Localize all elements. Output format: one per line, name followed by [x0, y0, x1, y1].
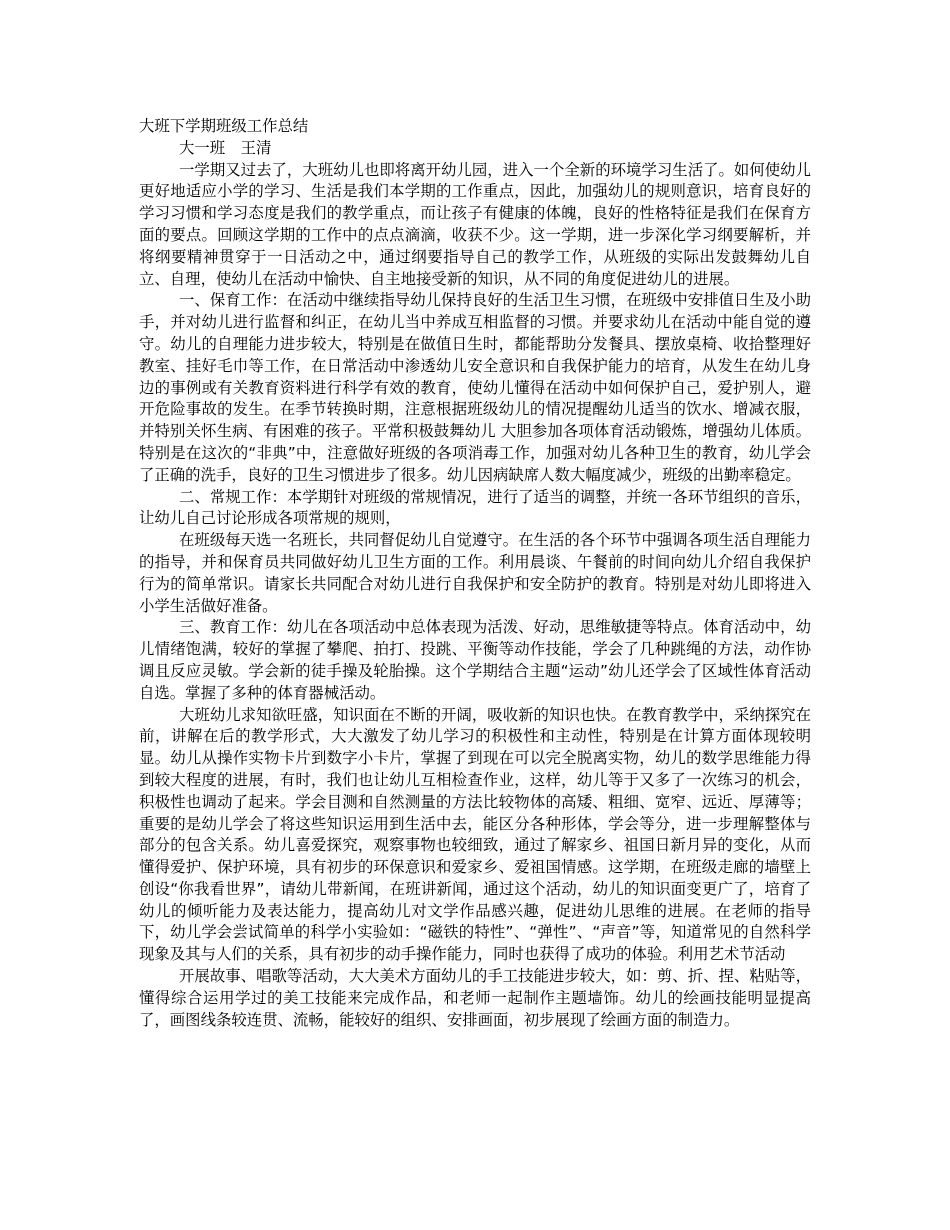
paragraph-education-work: 三、教育工作：幼儿在各项活动中总体表现为活泼、好动，思维敏捷等特点。体育活动中，幼儿情绪饱满，较好的掌握了攀爬、拍打、投跳、平衡等动作技能，学会了几种跳绳的方法，动作协调且反应灵敏。学会新的徒手操及轮胎操。这个学期结合主题“运动”幼儿还学会了区域性体育活动自选。掌握了多种的体育器械活动。 — [139, 618, 811, 702]
document-title: 大班下学期班级工作总结 — [139, 117, 309, 135]
document-page — [139, 116, 811, 1031]
paragraph-routine-work: 二、常规工作：本学期针对班级的常规情况，进行了适当的调整，并统一各环节组织的音乐，让幼儿自己讨论形成各项常规的规则， — [139, 487, 811, 528]
document-author: 大一班 王清 — [179, 138, 272, 157]
paragraph-learning-progress: 大班幼儿求知欲旺盛，知识面在不断的开阔，吸收新的知识也快。在教育教学中，采纳探究在前，讲解在后的教学形式，大大激发了幼儿学习的积极性和主动性，特别是在计算方面体现较明显。幼儿从操作实物卡片到数字小卡片，掌握了到现在可以完全脱离实物，幼儿的数学思维能力得到较大程度的进展，有时，我们也让幼儿互相检查作业，这样，幼儿等于又多了一次练习的机会，积极性也调动了起来。学会目测和自然测量的方法比较物体的高矮、粗细、宽窄、远近、厚薄等；重要的是幼儿学会了将这些知识运用到生活中去，能区分各种形体，学会等分，进一步理解整体与部分的包含关系。幼儿喜爱探究，观察事物也较细致，通过了解家乡、祖国日新月异的变化，从而懂得爱护、保护环境，具有初步的环保意识和爱家乡、爱祖国情感。这学期，在班级走廊的墙壁上创设“你我看世界”，请幼儿带新闻，在班讲新闻，通过这个活动，幼儿的知识面变更广了，培育了幼儿的倾听能力及表达能力，提高幼儿对文学作品感兴趣，促进幼儿思维的进展。在老师的指导下，幼儿学会尝试简单的科学小实验如：“磁铁的特性”、“弹性”、“声音”等，知道常见的自然科学现象及其与人们的关系，具有初步的动手操作能力，同时也获得了成功的体验。利用艺术节活动 — [139, 705, 811, 964]
paragraph-routine-work-continued: 在班级每天选一名班长，共同督促幼儿自觉遵守。在生活的各个环节中强调各项生活自理能力的指导，并和保育员共同做好幼儿卫生方面的工作。利用晨谈、午餐前的时间向幼儿介绍自我保护行为的简单常识。请家长共同配合对幼儿进行自我保护和安全防护的教育。特别是对幼儿即将进入小学生活做好准备。 — [139, 531, 811, 615]
paragraph-intro: 一学期又过去了，大班幼儿也即将离开幼儿园，进入一个全新的环境学习生活了。如何使幼儿更好地适应小学的学习、生活是我们本学期的工作重点，因此，加强幼儿的规则意识，培育良好的学习习惯和学习态度是我们的教学重点，而让孩子有健康的体魄，良好的性格特征是我们在保育方面的要点。回顾这学期的工作中的点点滴滴，收获不少。这一学期，进一步深化学习纲要解析，并将纲要精神贯穿于一日活动之中，通过纲要指导自己的教学工作，从班级的实际出发鼓舞幼儿自立、自理，使幼儿在活动中愉快、自主地接受新的知识，从不同的角度促进幼儿的进展。 — [139, 160, 811, 288]
paragraph-art-activities: 开展故事、唱歌等活动，大大美术方面幼儿的手工技能进步较大，如：剪、折、捏、粘贴等，懂得综合运用学过的美工技能来完成作品，和老师一起制作主题墙饰。幼儿的绘画技能明显提高了，画图线条较连贯、流畅，能较好的组织、安排画面，初步展现了绘画方面的制造力。 — [139, 967, 811, 1029]
paragraph-care-work: 一、保育工作：在活动中继续指导幼儿保持良好的生活卫生习惯，在班级中安排值日生及小助手，并对幼儿进行监督和纠正，在幼儿当中养成互相监督的习惯。并要求幼儿在活动中能自觉的遵守。幼儿的自理能力进步较大，特别是在做值日生时，都能帮助分发餐具、摆放桌椅、收拾整理好教室、挂好毛巾等工作，在日常活动中渗透幼儿安全意识和自我保护能力的培育，从发生在幼儿身边的事例或有关教育资料进行科学有效的教育，使幼儿懂得在活动中如何保护自己，爱护别人，避开危险事故的发生。在季节转换时期，注意根据班级幼儿的情况提醒幼儿适当的饮水、增减衣服，并特别关怀生病、有困难的孩子。平常积极鼓舞幼儿 大胆参加各项体育活动锻炼，增强幼儿体质。特别是在这次的“非典”中，注意做好班级的各项消毒工作，加强对幼儿各种卫生的教育，幼儿学会了正确的洗手，良好的卫生习惯进步了很多。幼儿因病缺席人数大幅度减少，班级的出勤率稳定。 — [139, 291, 811, 484]
